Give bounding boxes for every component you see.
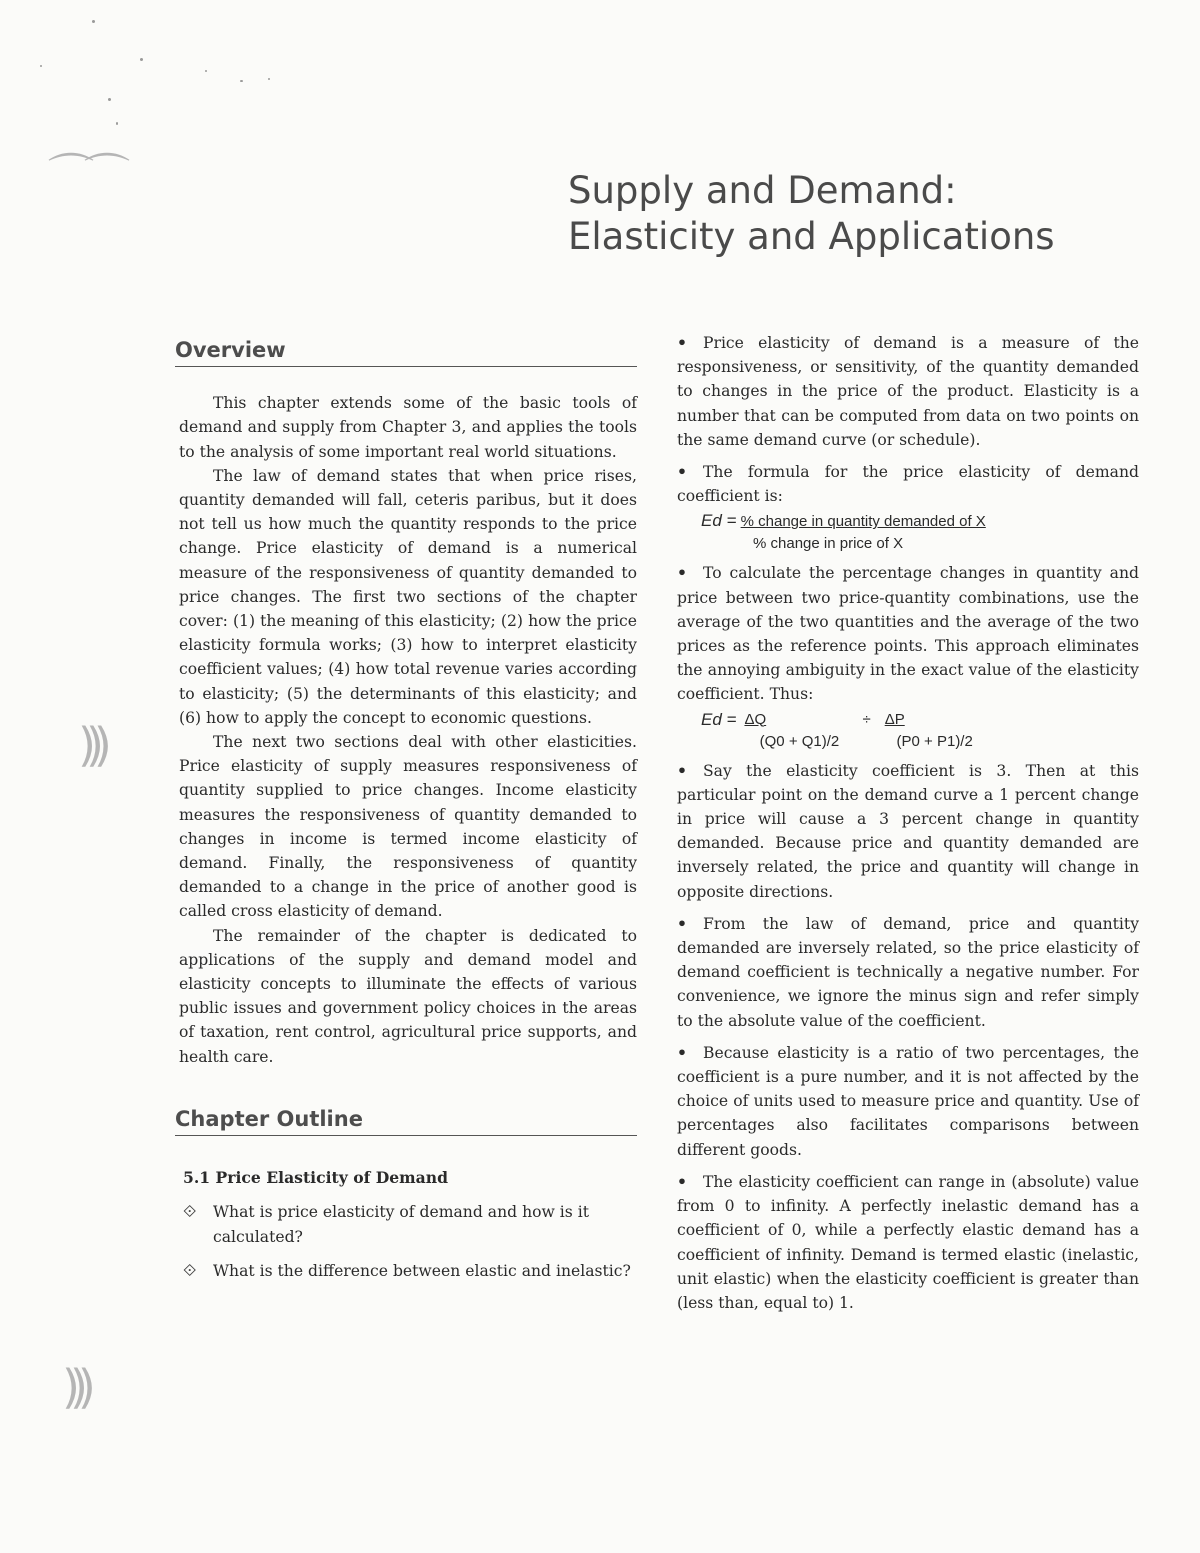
bullet-item — [677, 759, 1139, 904]
price-average: (P0 + P1)/2 — [896, 732, 973, 750]
right-column — [677, 331, 1139, 1323]
binding-mark: ⌒⌒ — [48, 149, 120, 203]
overview-paragraph: This chapter extends some of the basic tools of demand and supply from Chapter 3, and applies the tools to the analysis of some important real world situations. — [179, 394, 637, 461]
overview-paragraph: The law of demand states that when price rises, quantity demanded will fall, ceteris paribus, but it does not tell us how much the quantity responds to the price change. Price elasticity of demand is a numerical measure of the responsiveness of quantity demanded to price changes. The first two sections of the chapter cover: (1) the meaning of this elasticity; (2) how the price elasticity formula works; (3) how to interpret elasticity coefficient values; (4) how total revenue varies according to elasticity; (5) the determinants of this elasticity; and (6) how to apply the concept to economic questions. — [179, 466, 637, 727]
price-fraction — [885, 709, 985, 753]
scan-speck — [92, 20, 95, 23]
bullet-item — [677, 561, 1139, 706]
quantity-fraction — [744, 709, 854, 753]
bullet-text: The formula for the price elasticity of demand coefficient is: — [677, 463, 1139, 506]
bullet-text: Say the elasticity coefficient is 3. Then at this particular point on the demand curve a 1 percent change in price will cause a 3 percent change in quantity demanded. Because price and quantity demanded are inversely related, the price and quantity will change in opposite directions. — [677, 761, 1139, 901]
scan-speck — [240, 80, 243, 82]
bullet-text: To calculate the percentage changes in quantity and price between two price-quantity combinations, use the average of the two quantities and the average of the two prices as the reference points. This approach eliminates the annoying ambiguity in the exact value of the elasticity coefficient. Thus: — [677, 564, 1139, 704]
bullet-icon: • — [677, 333, 687, 352]
scan-speck — [108, 98, 111, 101]
scan-speck — [268, 78, 270, 80]
left-column — [175, 338, 637, 1293]
bullet-icon: • — [677, 760, 687, 780]
bullet-text: From the law of demand, price and quantity demanded are inversely related, so the price elasticity of demand coefficient is technically a negative number. For convenience, we ignore the minus sign and refer simply to the absolute value of the coefficient. — [677, 914, 1139, 1030]
divide-sign: ÷ — [862, 710, 871, 728]
formula-lhs: Ed = — [701, 709, 737, 729]
learning-question — [183, 1200, 637, 1248]
scan-speck — [40, 65, 42, 67]
bullet-item — [677, 912, 1139, 1033]
elasticity-formula — [701, 510, 1139, 555]
learning-question — [183, 1259, 637, 1283]
question-text: What is price elasticity of demand and how is it calculated? — [213, 1203, 590, 1246]
overview-paragraph: The next two sections deal with other elasticities. Price elasticity of supply measures responsiveness of quantity supplied to price changes. Income elasticity measures the responsiveness of quantity demanded to changes in income is termed income elasticity of demand. Finally, the responsiveness of quantity demanded to a change in the price of another good is called cross elasticity of demand. — [179, 733, 637, 921]
overview-paragraph: The remainder of the chapter is dedicated to applications of the supply and demand model and elasticity concepts to illuminate the effects of various public issues and government policy choices in the areas of taxation, rent control, agricultural price supports, and health care. — [179, 926, 637, 1066]
chapter-outline-heading: Chapter Outline — [175, 1107, 637, 1136]
quantity-average: (Q0 + Q1)/2 — [759, 732, 840, 750]
question-text: What is the difference between elastic and inelastic? — [213, 1261, 631, 1280]
bullet-text: The elasticity coefficient can range in (absolute) value from 0 to infinity. A perfectly inelastic demand has a coefficient of 0, while a perfectly elastic demand has a coefficient of infinity. Demand is termed elastic (inelastic, unit elastic) when the elasticity coefficient is greater than (less than, equal to) 1. — [677, 1172, 1139, 1312]
bullet-item — [677, 331, 1139, 452]
bullet-item — [677, 460, 1139, 508]
midpoint-formula — [701, 709, 1139, 753]
scan-speck — [140, 58, 143, 61]
bullet-text: Price elasticity of demand is a measure of the responsiveness, or sensitivity, of the quantity demanded to changes in the price of the product. Elasticity is a number that can be computed from data on two points on the same demand curve (or schedule). — [677, 334, 1139, 449]
bullet-item — [677, 1170, 1139, 1315]
bullet-item — [677, 1041, 1139, 1162]
bullet-icon: • — [677, 1171, 687, 1191]
formula-lhs: Ed = — [701, 511, 737, 531]
bullet-text: Because elasticity is a ratio of two percentages, the coefficient is a pure number, and it is not affected by the choice of units used to measure price and quantity. Use of percentages also facilitates comparisons between different goods. — [677, 1043, 1139, 1159]
overview-heading: Overview — [175, 338, 637, 367]
delta-p: ΔP — [884, 710, 905, 728]
question-diamond-icon: ⟐ — [183, 1260, 197, 1281]
bullet-icon: • — [677, 913, 687, 933]
bullet-icon: • — [677, 563, 687, 583]
subsection-heading: 5.1 Price Elasticity of Demand — [183, 1168, 449, 1188]
title-line-2: Elasticity and Applications — [568, 215, 1055, 258]
formula-denominator: % change in price of X — [753, 535, 904, 553]
formula-numerator: % change in quantity demanded of X — [740, 513, 986, 531]
binding-mark: ))) — [62, 1360, 86, 1414]
chapter-title — [568, 168, 1128, 260]
delta-q: ΔQ — [744, 710, 767, 728]
scan-speck — [116, 122, 118, 125]
bullet-icon: • — [677, 1042, 687, 1062]
title-line-1: Supply and Demand: — [568, 169, 957, 212]
binding-mark: ))) — [78, 718, 102, 772]
scan-speck — [205, 70, 207, 72]
question-diamond-icon: ⟐ — [183, 1202, 197, 1223]
bullet-icon: • — [677, 462, 687, 482]
